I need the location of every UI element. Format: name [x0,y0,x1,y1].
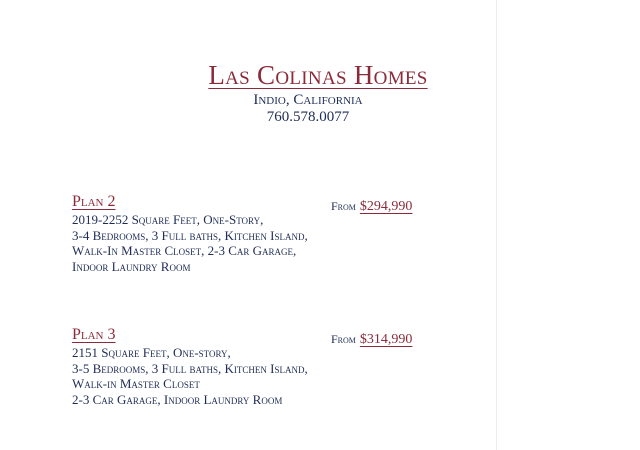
company-phone: 760.578.0077 [266,109,350,125]
plan-title: Plan 2 [72,193,116,210]
plan-feature-line: Walk-In Master Closet, 2-3 Car Garage, [72,243,297,258]
plan-feature-line: 3-4 Bedrooms, 3 Full baths, Kitchen Island, [72,227,308,243]
price-value: $294,990 [359,199,413,214]
company-title: Las Colinas Homes [208,60,428,90]
plan-feature-line: Indoor Laundry Room [72,258,191,274]
price-label: From [331,199,356,213]
plan-title: Plan 3 [72,326,116,343]
plan-block [72,325,422,407]
plan-feature-line: 2-3 Car Garage, Indoor Laundry Room [72,391,283,407]
plan-price [331,330,412,348]
plan-block [72,192,422,274]
plan-feature-line: Walk-in Master Closet [72,376,200,391]
plan-price [331,197,412,215]
plan-feature-line: 2151 Square Feet, One-story, [72,345,231,360]
price-value: $314,990 [359,332,413,347]
price-label: From [331,332,356,346]
plan-feature-line: 3-5 Bedrooms, 3 Full baths, Kitchen Island, [72,360,308,376]
company-city: Indio, California [253,92,363,108]
plan-feature-line: 2019-2252 Square Feet, One-Story, [72,212,264,227]
